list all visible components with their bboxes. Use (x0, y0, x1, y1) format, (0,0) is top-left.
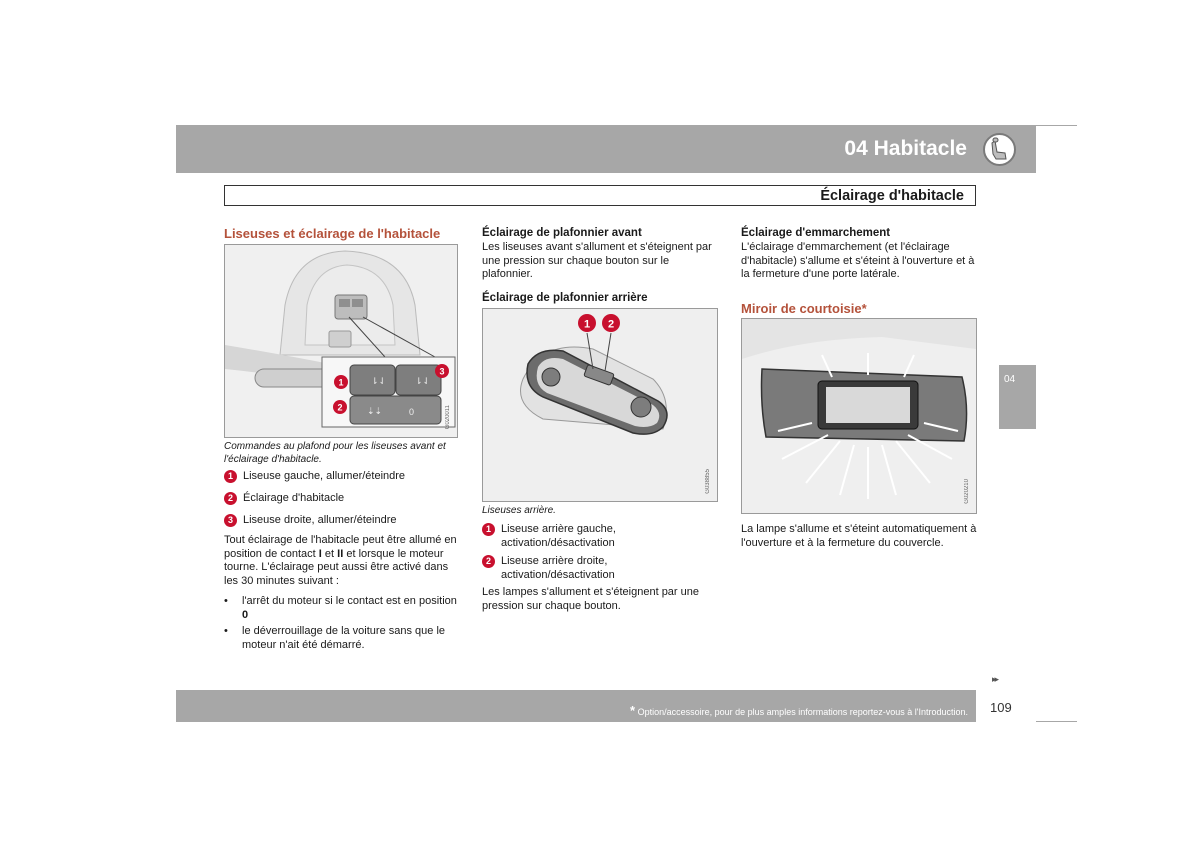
section-title: Éclairage d'habitacle (820, 188, 964, 204)
chapter-tab-label: 04 (1004, 374, 1016, 385)
switch-zero-label: 0 (409, 407, 415, 417)
para-text: Tout éclairage de l'habitacle peut être allumé en position de contact (224, 534, 457, 560)
footnote (630, 703, 968, 718)
bullet-item (224, 625, 462, 652)
heading-front-dome-light: Éclairage de plafonnier avant (482, 227, 642, 239)
list-item (482, 523, 720, 550)
list-item-text: Liseuse arrière gauche, activation/désactivation (501, 523, 616, 549)
bullet-dot: • (224, 625, 228, 637)
list-item-text: Éclairage d'habitacle (243, 492, 345, 504)
figure-caption: Commandes au plafond pour les liseuses avant et l'éclairage d'habitacle. (224, 441, 446, 465)
bullet-item (224, 595, 462, 622)
list-item-text: Liseuse arrière droite, activation/désactivation (501, 555, 615, 581)
entry-lighting-paragraph: L'éclairage d'emmarchement (et l'éclairage d'habitacle) s'allume et s'éteint à l'ouverture et à la fermeture d'une porte latérale. (741, 241, 975, 280)
list-item (224, 470, 462, 484)
bullet-dot: • (224, 595, 228, 607)
para-text: et (321, 547, 338, 560)
front-dome-paragraph: Les liseuses avant s'allument et s'éteignent par une pression sur chaque bouton sur le plafonnier. (482, 241, 712, 280)
page-number: 109 (990, 700, 1012, 715)
figure-code: G020011 (445, 405, 451, 430)
figure-front-controls (224, 244, 458, 438)
list-item (224, 514, 462, 528)
figure-code: G038855 (705, 469, 711, 494)
svg-text:⇣⇣: ⇣⇣ (367, 406, 383, 416)
list-item (482, 555, 720, 582)
svg-text:⇂⇃: ⇂⇃ (371, 376, 387, 386)
heading-vanity-mirror: Miroir de courtoisie* (741, 301, 867, 316)
figure-caption: Liseuses arrière. (482, 505, 556, 516)
callout-3: 3 (439, 366, 445, 377)
footnote-text: Option/accessoire, pour de plus amples informations reportez-vous à l'Introduction. (635, 707, 968, 717)
vanity-mirror-paragraph: La lampe s'allume et s'éteint automatiquement à l'ouverture et à la fermeture du couvercle. (741, 523, 977, 549)
callout-badge: 2 (224, 492, 237, 505)
list-item-text: Liseuse gauche, allumer/éteindre (243, 470, 406, 482)
svg-text:⇂⇃: ⇂⇃ (415, 376, 431, 386)
list-item (224, 492, 462, 506)
callout-2: 2 (337, 402, 343, 413)
figure-vanity-mirror (741, 318, 977, 514)
callout-1: 1 (338, 377, 344, 388)
seat-icon (983, 133, 1016, 166)
heading-reading-lights: Liseuses et éclairage de l'habitacle (224, 226, 441, 241)
footer-rule (1036, 721, 1077, 722)
bullet-text: l'arrêt du moteur si le contact est en position 0 (242, 595, 457, 621)
list-item-text: Liseuse droite, allumer/éteindre (243, 514, 397, 526)
figure-code: G020210 (964, 479, 970, 504)
footnote-star: * (630, 703, 636, 718)
body-paragraph (224, 534, 462, 588)
callout-1: 1 (583, 318, 591, 331)
ignition-position-ii: II (337, 547, 344, 560)
heading-rear-dome-light: Éclairage de plafonnier arrière (482, 292, 648, 304)
figure-rear-lights (482, 308, 718, 502)
callout-2: 2 (607, 318, 615, 331)
callout-badge: 3 (224, 514, 237, 527)
callout-badge: 1 (482, 523, 495, 536)
para-text: et lorsque le moteur tourne. L'éclairage peut aussi être activé dans les 30 minutes suivant : (224, 547, 449, 587)
rear-lights-paragraph: Les lampes s'allument et s'éteignent par une pression sur chaque bouton. (482, 586, 699, 612)
ignition-position-i: I (318, 547, 322, 560)
callout-badge: 1 (224, 470, 237, 483)
callout-badge: 2 (482, 555, 495, 568)
header-rule (1036, 125, 1077, 126)
continue-arrows-icon: ▸▸ (992, 674, 998, 684)
heading-entry-lighting: Éclairage d'emmarchement (741, 227, 891, 239)
chapter-title: 04 Habitacle (844, 137, 967, 160)
bullet-text: le déverrouillage de la voiture sans que le moteur n'ait été démarré. (242, 625, 446, 651)
